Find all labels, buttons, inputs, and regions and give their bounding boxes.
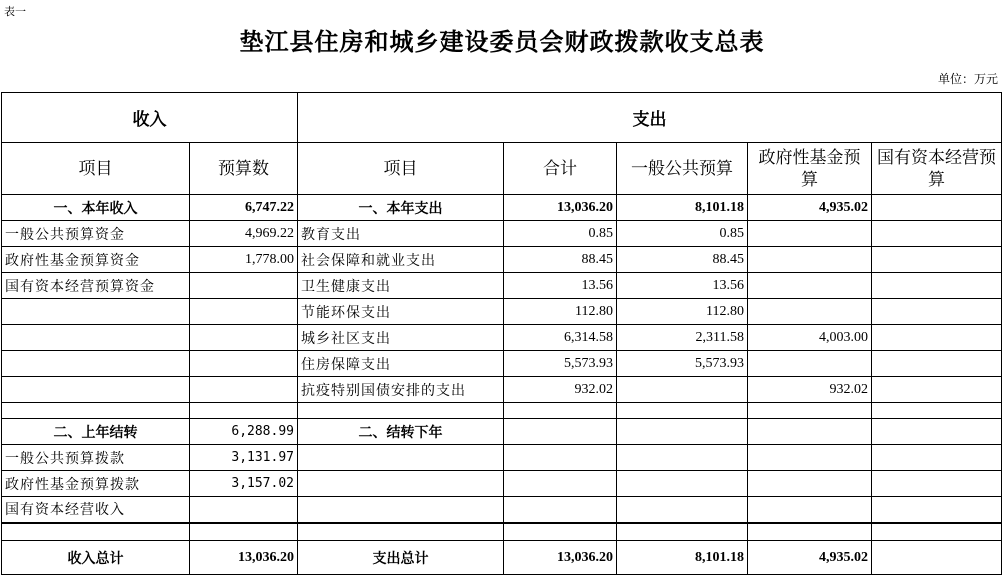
state-cell bbox=[872, 299, 1002, 325]
spacer-row bbox=[2, 403, 1002, 419]
spacer-row bbox=[2, 523, 1002, 541]
table-row bbox=[2, 445, 1002, 471]
col-gov-fund: 政府性基金预算 bbox=[748, 143, 872, 195]
income-amount bbox=[190, 325, 298, 351]
general-cell: 13.56 bbox=[617, 273, 748, 299]
expense-item: 城乡社区支出 bbox=[298, 325, 504, 351]
income-item: 政府性基金预算拨款 bbox=[2, 471, 190, 497]
income-item: 政府性基金预算资金 bbox=[2, 247, 190, 273]
general-cell: 0.85 bbox=[617, 221, 748, 247]
income-amount: 1,778.00 bbox=[190, 247, 298, 273]
income-item: 一般公共预算资金 bbox=[2, 221, 190, 247]
state-cell bbox=[872, 273, 1002, 299]
expense-item: 教育支出 bbox=[298, 221, 504, 247]
income-total-label: 收入总计 bbox=[2, 541, 190, 575]
gov-fund-cell: 4,935.02 bbox=[748, 541, 872, 575]
general-cell bbox=[617, 377, 748, 403]
state-cell bbox=[872, 541, 1002, 575]
income-amount bbox=[190, 273, 298, 299]
income-amount: 3,157.02 bbox=[190, 471, 298, 497]
expense-item bbox=[298, 445, 504, 471]
table-number-label: 表一 bbox=[4, 5, 26, 18]
income-item bbox=[2, 299, 190, 325]
budget-table bbox=[1, 92, 1002, 575]
col-expense-item: 项目 bbox=[298, 143, 504, 195]
state-cell bbox=[872, 195, 1002, 221]
income-total-amount: 13,036.20 bbox=[190, 541, 298, 575]
table-row bbox=[2, 497, 1002, 523]
income-amount bbox=[190, 299, 298, 325]
expense-item bbox=[298, 471, 504, 497]
income-item bbox=[2, 325, 190, 351]
totals-row bbox=[2, 541, 1002, 575]
general-cell: 8,101.18 bbox=[617, 195, 748, 221]
general-cell: 8,101.18 bbox=[617, 541, 748, 575]
total-cell: 0.85 bbox=[504, 221, 617, 247]
expense-total-label: 支出总计 bbox=[298, 541, 504, 575]
income-amount bbox=[190, 497, 298, 523]
expense-item: 卫生健康支出 bbox=[298, 273, 504, 299]
income-item: 国有资本经营收入 bbox=[2, 497, 190, 523]
income-amount: 4,969.22 bbox=[190, 221, 298, 247]
gov-fund-cell bbox=[748, 351, 872, 377]
income-item bbox=[2, 377, 190, 403]
table-row bbox=[2, 377, 1002, 403]
expense-item: 住房保障支出 bbox=[298, 351, 504, 377]
expense-item: 二、结转下年 bbox=[298, 419, 504, 445]
general-cell: 2,311.58 bbox=[617, 325, 748, 351]
general-cell: 88.45 bbox=[617, 247, 748, 273]
expense-item: 抗疫特别国债安排的支出 bbox=[298, 377, 504, 403]
income-amount bbox=[190, 377, 298, 403]
gov-fund-cell: 4,003.00 bbox=[748, 325, 872, 351]
income-item: 一般公共预算拨款 bbox=[2, 445, 190, 471]
unit-label: 单位：万元 bbox=[937, 72, 998, 86]
income-item: 国有资本经营预算资金 bbox=[2, 273, 190, 299]
col-income-item: 项目 bbox=[2, 143, 190, 195]
total-cell: 5,573.93 bbox=[504, 351, 617, 377]
general-cell: 5,573.93 bbox=[617, 351, 748, 377]
expense-item: 节能环保支出 bbox=[298, 299, 504, 325]
state-cell bbox=[872, 351, 1002, 377]
gov-fund-cell bbox=[748, 273, 872, 299]
gov-fund-cell bbox=[748, 221, 872, 247]
income-amount bbox=[190, 351, 298, 377]
income-item bbox=[2, 351, 190, 377]
general-cell: 112.80 bbox=[617, 299, 748, 325]
col-income-budget: 预算数 bbox=[190, 143, 298, 195]
income-item: 一、本年收入 bbox=[2, 195, 190, 221]
state-cell bbox=[872, 247, 1002, 273]
income-header: 收入 bbox=[2, 93, 298, 143]
total-cell: 6,314.58 bbox=[504, 325, 617, 351]
income-amount: 6,747.22 bbox=[190, 195, 298, 221]
table-row bbox=[2, 247, 1002, 273]
col-state-capital: 国有资本经营预算 bbox=[872, 143, 1002, 195]
gov-fund-cell: 4,935.02 bbox=[748, 195, 872, 221]
total-cell: 13,036.20 bbox=[504, 541, 617, 575]
income-amount: 6,288.99 bbox=[190, 419, 298, 445]
page-title: 垫江县住房和城乡建设委员会财政拨款收支总表 bbox=[239, 27, 765, 56]
expense-item bbox=[298, 497, 504, 523]
income-amount: 3,131.97 bbox=[190, 445, 298, 471]
table-row bbox=[2, 273, 1002, 299]
expense-item: 一、本年支出 bbox=[298, 195, 504, 221]
table-row bbox=[2, 195, 1002, 221]
gov-fund-cell bbox=[748, 247, 872, 273]
col-general: 一般公共预算 bbox=[617, 143, 748, 195]
total-cell: 88.45 bbox=[504, 247, 617, 273]
col-total: 合计 bbox=[504, 143, 617, 195]
table-row bbox=[2, 351, 1002, 377]
gov-fund-cell bbox=[748, 299, 872, 325]
state-cell bbox=[872, 325, 1002, 351]
state-cell bbox=[872, 221, 1002, 247]
total-cell: 932.02 bbox=[504, 377, 617, 403]
table-row bbox=[2, 325, 1002, 351]
income-item: 二、上年结转 bbox=[2, 419, 190, 445]
column-header-row bbox=[2, 143, 1002, 195]
table-row bbox=[2, 299, 1002, 325]
table-row bbox=[2, 419, 1002, 445]
gov-fund-cell: 932.02 bbox=[748, 377, 872, 403]
total-cell: 13.56 bbox=[504, 273, 617, 299]
table-row bbox=[2, 221, 1002, 247]
total-cell: 13,036.20 bbox=[504, 195, 617, 221]
total-cell: 112.80 bbox=[504, 299, 617, 325]
expense-item: 社会保障和就业支出 bbox=[298, 247, 504, 273]
expense-header: 支出 bbox=[298, 93, 1002, 143]
table-row bbox=[2, 471, 1002, 497]
section-header-row bbox=[2, 93, 1002, 143]
state-cell bbox=[872, 377, 1002, 403]
